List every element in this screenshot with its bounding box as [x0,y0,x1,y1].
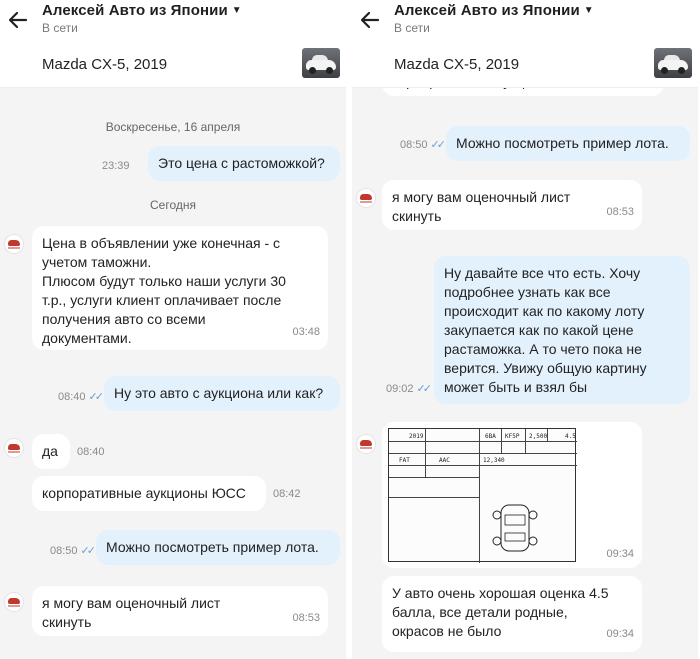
auction-sheet-image: 2019 6BA KF5P 2,500 4.5 FAT AAC 12,340 [388,428,576,562]
message-bubble-outgoing[interactable]: Ну это авто с аукциона или как? [104,376,340,411]
seller-avatar [4,592,24,612]
read-check-icon: ✓✓ [80,545,93,557]
message-time: 08:50 ✓✓ [50,545,93,557]
message-time: 23:39 [102,160,130,172]
chat-pane-left [0,0,346,659]
listing-thumbnail[interactable] [302,48,340,78]
message-time: 08:40 ✓✓ [58,391,101,403]
seller-avatar [356,434,376,454]
chevron-down-icon: ▼ [231,5,242,16]
back-arrow-icon[interactable] [6,8,30,32]
online-status: В сети [42,21,78,35]
listing-thumbnail[interactable] [654,48,692,78]
message-bubble-incoming[interactable]: я могу вам оценочный лист скинуть 08:53 [382,180,642,230]
message-bubble-outgoing[interactable]: Можно посмотреть пример лота. [96,530,340,565]
message-time: 09:02 ✓✓ [386,383,429,395]
read-check-icon: ✓✓ [416,383,429,395]
listing-title: Mazda CX-5, 2019 [42,56,168,73]
message-time: 08:40 [77,446,105,458]
contact-name[interactable]: Алексей Авто из Японии ▼ [394,2,594,19]
seller-avatar [4,438,24,458]
auction-sheet-photo[interactable]: 2019 6BA KF5P 2,500 4.5 FAT AAC 12,340 09:34 [382,422,642,568]
online-status: В сети [394,21,430,35]
seller-avatar [4,234,24,254]
back-arrow-icon[interactable] [358,8,382,32]
message-bubble-outgoing[interactable]: Можно посмотреть пример лота. [446,126,690,161]
message-list[interactable] [0,88,346,659]
read-check-icon: ✓✓ [430,139,443,151]
listing-bar[interactable] [352,42,698,88]
message-bubble-incoming[interactable]: корпоративные аукционы ЮСС [32,476,266,511]
message-bubble-outgoing[interactable]: Ну давайте все что есть. Хочу подробнее узнать как все происходит как по какому лоту закупается как по какой цене растаможка. А то чето пока не верится. Увижу общую картину может быть и взял бы [434,256,690,404]
chevron-down-icon: ▼ [583,5,594,16]
listing-bar[interactable] [0,42,346,88]
message-bubble-incoming[interactable]: я могу вам оценочный лист скинуть 08:53 [32,586,328,636]
message-list[interactable] [352,88,698,659]
listing-title: Mazda CX-5, 2019 [394,56,520,73]
contact-name[interactable]: Алексей Авто из Японии ▼ [42,2,242,19]
chat-header [0,0,346,42]
chat-header [352,0,698,42]
message-bubble-incoming[interactable]: Цена в объявлении уже конечная - с учетом таможни. Плюсом будут только наши услуги 30 т.р., услуги клиент оплачивает после получения авто со всеми документами. 03:48 [32,226,328,350]
message-bubble-incoming[interactable]: да [32,434,70,469]
read-check-icon: ✓✓ [88,391,101,403]
date-separator: Сегодня [150,198,196,212]
seller-avatar [356,188,376,208]
message-bubble-incoming[interactable]: У авто очень хорошая оценка 4.5 балла, все детали родные, окрасов не было 09:34 [382,576,642,652]
message-time: 08:42 [273,488,301,500]
message-time: 08:50 ✓✓ [400,139,443,151]
date-separator: Воскресенье, 16 апреля [105,120,241,134]
chat-pane-right [352,0,698,659]
message-bubble-outgoing[interactable]: Это цена с растоможкой? [148,146,340,181]
